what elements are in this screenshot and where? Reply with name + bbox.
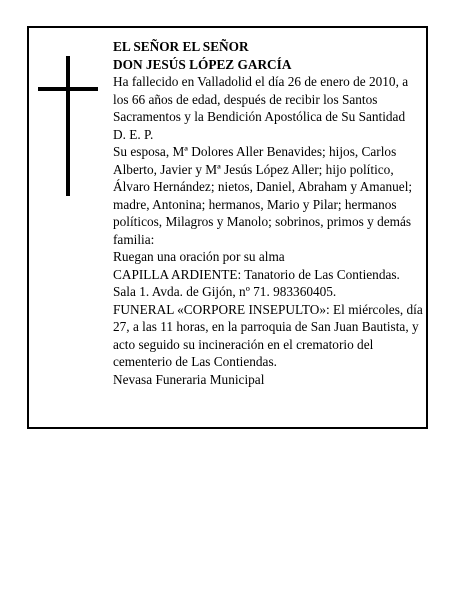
funeral-home: Nevasa Funeraria Municipal	[113, 371, 265, 387]
deceased-name: DON JESÚS LÓPEZ GARCÍA	[113, 56, 292, 72]
deceased-title: EL SEÑOR EL SEÑOR	[113, 39, 249, 54]
family-list: Su esposa, Mª Dolores Aller Benavides; hijos, Carlos Alberto, Javier y Mª Jesús López Aller; hijo político, Álvaro Hernández; nietos, Daniel, Abraham y Amanuel; madre, Antonina; hermanos, Mario y Pilar; hermanos políticos, Milagros y Manolo; sobrinos, primos y demás familia:	[113, 144, 413, 247]
death-announcement: Ha fallecido en Valladolid el día 26 de enero de 2010, a los 66 años de edad, después de recibir los Santos Sacramentos y la Bendición Apostólica de Su Santidad	[113, 74, 409, 124]
cross-horizontal-bar	[38, 87, 98, 91]
rip-abbreviation: D. E. P.	[113, 126, 154, 142]
notice-body	[113, 38, 425, 388]
cross-vertical-bar	[66, 56, 70, 196]
chapel-info: CAPILLA ARDIENTE: Tanatorio de Las Contiendas. Sala 1. Avda. de Gijón, nº 71. 983360405.	[113, 266, 400, 299]
prayer-request: Ruegan una oración por su alma	[113, 249, 285, 264]
funeral-info: FUNERAL «CORPORE INSEPULTO»: El miércoles, día 27, a las 11 horas, en la parroquia de San Juan Bautista, y acto seguido su incineración en el crematorio del cementerio de Las Contiendas.	[113, 301, 423, 369]
